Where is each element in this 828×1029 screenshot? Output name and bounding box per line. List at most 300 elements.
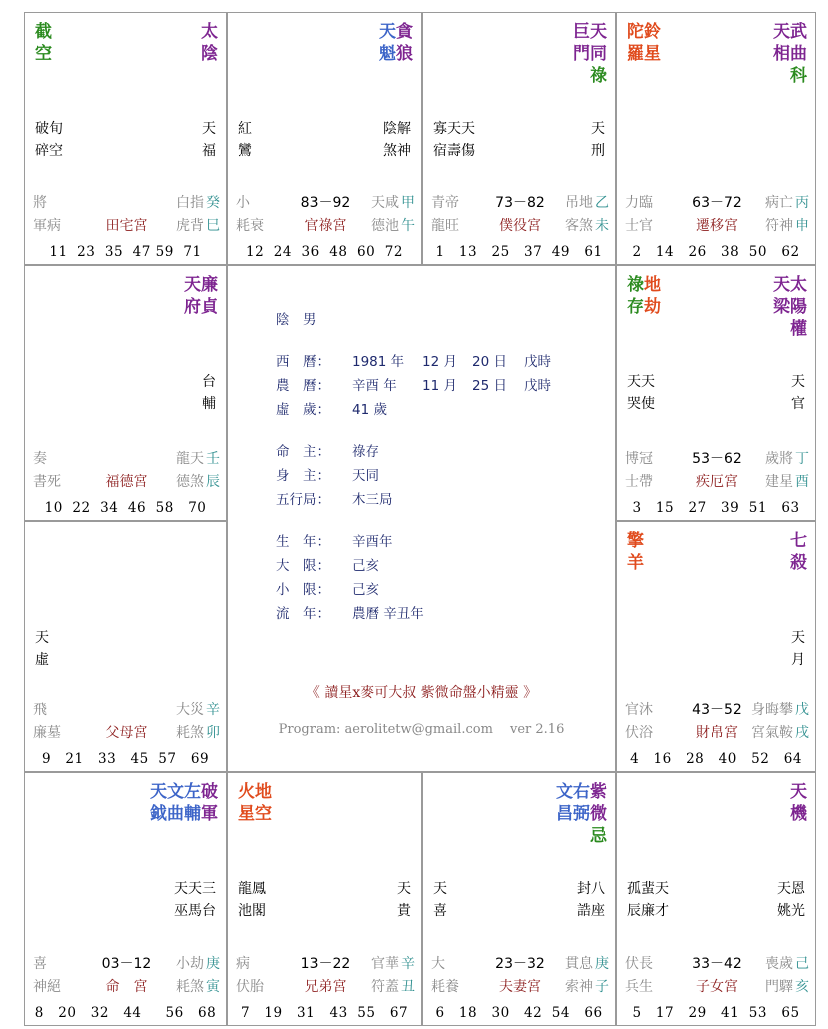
- xiaoxian-ages: 8 20 32 44 56 68: [34, 1005, 217, 1021]
- suiqian-stars: 龍天: [176, 451, 204, 467]
- palace-info-row-1: [236, 953, 415, 976]
- palace-name: 子女宮: [696, 979, 738, 995]
- palace-info-row-1: [625, 448, 809, 471]
- earthly-branch: 亥: [795, 979, 809, 995]
- changsheng-stars: 官沐: [625, 702, 653, 718]
- solar-day: 20 日: [472, 354, 507, 370]
- jiangqian-stars: 符蓋: [371, 979, 399, 995]
- star-char: 空: [35, 44, 52, 64]
- star-char: 府: [184, 297, 201, 317]
- palace-info: [625, 192, 809, 238]
- program-credit: Program: aerolitetw@gmail.com ver 2.16: [278, 722, 565, 737]
- minor-stars-left: [627, 371, 655, 415]
- star-char: 輔: [184, 804, 201, 824]
- minor-star-line: 福: [202, 143, 216, 159]
- star-char: 左: [184, 782, 201, 802]
- birth-label: 生 年：: [276, 534, 330, 550]
- star-column: [590, 781, 607, 825]
- minor-stars-right: [777, 878, 805, 922]
- palace-shen: [616, 12, 816, 265]
- palace-si: [24, 12, 227, 265]
- star-column: [573, 21, 590, 65]
- palace-xu: [616, 521, 816, 772]
- boshi-stars: 士官: [625, 218, 653, 234]
- changsheng-stars: 喜: [33, 956, 47, 972]
- changsheng-stars: 青帝: [431, 195, 459, 211]
- liunian-label: 流 年：: [276, 606, 330, 622]
- palace-info: [33, 953, 220, 999]
- palace-wu: [227, 12, 422, 265]
- daxian-range: 43－52: [692, 702, 742, 718]
- star-column: [556, 781, 573, 825]
- palace-name: 父母宮: [105, 725, 148, 741]
- xiaoxian-label: 小 限：: [276, 582, 330, 598]
- star-columns: [773, 21, 807, 65]
- palace-info-row-1: [33, 699, 220, 722]
- palace-info-row-2: [625, 722, 809, 745]
- palace-name: 田宅宮: [105, 218, 148, 234]
- star-char: 天: [773, 275, 790, 295]
- minor-star-line: 喜: [433, 903, 447, 919]
- star-char: 文: [167, 782, 184, 802]
- star-column: [790, 781, 807, 825]
- palace-name: 疾厄宮: [696, 474, 738, 490]
- star-column: [238, 781, 255, 825]
- star-char: 星: [238, 804, 255, 824]
- heavenly-stem: 辛: [206, 702, 220, 718]
- palace-info-row-1: [236, 192, 415, 215]
- jiangqian-stars: 虎背: [176, 218, 204, 234]
- star-columns: [790, 530, 807, 574]
- palace-info: [625, 953, 809, 999]
- app-title: 《 讀星x麥可大叔 紫微命盤小精靈 》: [305, 685, 538, 701]
- star-char: 天: [590, 22, 607, 42]
- palace-info-row-1: [33, 192, 220, 215]
- minor-star-line: 破旬: [35, 121, 63, 137]
- heavenly-stem: 丁: [795, 451, 809, 467]
- changsheng-stars: 奏: [33, 451, 47, 467]
- boshi-stars: 軍病: [33, 218, 61, 234]
- star-column: [627, 21, 644, 65]
- star-char: 魁: [379, 44, 396, 64]
- changsheng-stars: 病: [236, 956, 250, 972]
- minor-stars-left: [35, 118, 63, 162]
- minor-stars-right: [397, 878, 411, 922]
- palace-you: [616, 265, 816, 521]
- star-column: [201, 21, 218, 65]
- star-char: 擎: [627, 531, 644, 551]
- jiangqian-stars: 德煞: [176, 474, 204, 490]
- star-columns: [150, 781, 218, 825]
- palace-info: [625, 699, 809, 745]
- minor-star-line: 天: [791, 630, 805, 646]
- palace-info-row-2: [431, 976, 609, 999]
- star-column: [644, 274, 661, 318]
- lunar-hour: 戊時: [524, 378, 551, 394]
- suiqian-stars: 白指: [176, 195, 204, 211]
- boshi-stars: 書死: [33, 474, 61, 490]
- minor-star-line: 龍鳳: [238, 881, 266, 897]
- star-char: 空: [255, 804, 272, 824]
- star-column: [790, 21, 807, 65]
- jiangqian-stars: 符神: [765, 218, 793, 234]
- minor-stars-right: [202, 371, 216, 415]
- star-char: 天: [379, 22, 396, 42]
- palace-info-row-1: [625, 699, 809, 722]
- major-stars-right: [773, 274, 807, 340]
- heavenly-stem: 甲: [401, 195, 415, 211]
- major-stars-right: [150, 781, 218, 825]
- daxian-value: 己亥: [352, 558, 379, 574]
- star-column: [35, 21, 52, 65]
- minor-star-line: 虛: [35, 652, 49, 668]
- changsheng-stars: 小: [236, 195, 250, 211]
- major-stars-left: [35, 21, 52, 65]
- star-char: 昌: [556, 804, 573, 824]
- heavenly-stem: 戊: [795, 702, 809, 718]
- minor-star-line: 宿壽傷: [433, 143, 475, 159]
- changsheng-stars: 將: [33, 195, 47, 211]
- minor-star-line: 天: [397, 881, 411, 897]
- xiaoxian-ages: 1 13 25 37 49 61: [435, 244, 603, 260]
- major-stars-right: [790, 781, 807, 825]
- major-stars-left: [627, 21, 661, 65]
- minor-star-line: 辰廉才: [627, 903, 669, 919]
- star-column: [201, 781, 218, 825]
- earthly-branch: 子: [595, 979, 609, 995]
- minor-stars-right: [202, 118, 216, 162]
- minor-star-line: 哭使: [627, 396, 655, 412]
- palace-info-row-2: [236, 976, 415, 999]
- minor-star-line: 封八: [577, 881, 605, 897]
- palace-name: 兄弟宮: [304, 979, 347, 995]
- wuxing-label: 五行局：: [276, 492, 330, 508]
- star-char: 羊: [627, 553, 644, 573]
- daxian-range: 23－32: [495, 956, 545, 972]
- palace-name: 福德宮: [105, 474, 148, 490]
- minor-stars-right: [591, 118, 605, 162]
- lunar-day: 25 日: [472, 378, 507, 394]
- xiaoxian-ages: 6 18 30 42 54 66: [435, 1005, 603, 1021]
- star-column: [396, 21, 413, 65]
- minor-star-line: 煞神: [383, 143, 411, 159]
- palace-name: 命 宮: [105, 979, 148, 995]
- xiaoxian-ages: 9 21 33 45 57 69: [41, 751, 210, 767]
- jiangqian-stars: 索神: [565, 979, 593, 995]
- jiangqian-stars: 耗煞: [176, 979, 204, 995]
- changsheng-stars: 博冠: [625, 451, 653, 467]
- star-char: 破: [201, 782, 218, 802]
- star-column: [184, 274, 201, 318]
- star-column: [627, 530, 644, 574]
- minor-stars-left: [433, 878, 447, 922]
- star-columns: [573, 21, 607, 65]
- minor-star-line: 天: [202, 121, 216, 137]
- minor-stars-right: [791, 627, 805, 671]
- transformation-mark: 權: [790, 319, 807, 339]
- star-char: 相: [773, 44, 790, 64]
- star-column: [255, 781, 272, 825]
- shen-label: 身 主：: [276, 468, 330, 484]
- palace-info-row-1: [33, 953, 220, 976]
- star-columns: [790, 781, 807, 825]
- minor-star-line: 台: [202, 374, 216, 390]
- star-char: 曲: [790, 44, 807, 64]
- palace-info: [236, 953, 415, 999]
- changsheng-stars: 力臨: [625, 195, 653, 211]
- xiaoxian-value: 己亥: [352, 582, 379, 598]
- minor-star-line: 碎空: [35, 143, 63, 159]
- jiangqian-stars: 宮氣鞍: [751, 725, 793, 741]
- star-char: 地: [644, 275, 661, 295]
- star-column: [379, 21, 396, 65]
- xiaoxian-ages: 4 16 28 40 52 64: [630, 751, 802, 767]
- palace-name: 財帛宮: [696, 725, 738, 741]
- star-column: [184, 781, 201, 825]
- minor-star-line: 天恩: [777, 881, 805, 897]
- star-char: 紫: [590, 782, 607, 802]
- xiaoxian-ages: 3 15 27 39 51 63: [632, 500, 800, 516]
- minor-stars-left: [35, 627, 49, 671]
- star-char: 機: [790, 804, 807, 824]
- boshi-stars: 耗衰: [236, 218, 264, 234]
- palace-info-row-2: [33, 976, 220, 999]
- star-columns: [201, 21, 218, 65]
- ming-label: 命 主：: [276, 444, 330, 460]
- star-column: [773, 21, 790, 65]
- minor-star-line: 天: [791, 374, 805, 390]
- palace-info-row-1: [431, 953, 609, 976]
- age-label: 虛 歲：: [276, 402, 330, 418]
- star-columns: [556, 781, 607, 825]
- star-column: [627, 274, 644, 318]
- suiqian-stars: 病亡: [765, 195, 793, 211]
- earthly-branch: 巳: [206, 218, 220, 234]
- palace-info: [33, 192, 220, 238]
- minor-star-line: 巫馬台: [174, 903, 216, 919]
- palace-info: [625, 448, 809, 494]
- palace-info-row-1: [625, 953, 809, 976]
- palace-info-row-1: [33, 448, 220, 471]
- palace-zi: [422, 772, 616, 1026]
- minor-star-line: 天: [591, 121, 605, 137]
- palace-hai: [616, 772, 816, 1026]
- transformation-mark: 忌: [590, 826, 607, 846]
- major-stars-right: [573, 21, 607, 87]
- palace-info: [33, 448, 220, 494]
- major-stars-right: [556, 781, 607, 847]
- star-column: [201, 274, 218, 318]
- star-char: 太: [201, 22, 218, 42]
- palace-info: [236, 192, 415, 238]
- star-char: 存: [627, 297, 644, 317]
- major-stars-right: [773, 21, 807, 87]
- star-char: 七: [790, 531, 807, 551]
- changsheng-stars: 飛: [33, 702, 47, 718]
- minor-stars-right: [383, 118, 411, 162]
- heavenly-stem: 壬: [206, 451, 220, 467]
- star-column: [644, 21, 661, 65]
- star-char: 同: [590, 44, 607, 64]
- heavenly-stem: 庚: [206, 956, 220, 972]
- xiaoxian-ages: 12 24 36 48 60 72: [246, 244, 403, 260]
- boshi-stars: 神絕: [33, 979, 61, 995]
- suiqian-stars: 官華: [371, 956, 399, 972]
- minor-star-line: 紅: [238, 121, 252, 137]
- star-char: 武: [790, 22, 807, 42]
- minor-star-line: 鸞: [238, 143, 252, 159]
- boshi-stars: 耗養: [431, 979, 459, 995]
- star-char: 祿: [627, 275, 644, 295]
- major-stars-right: [790, 530, 807, 574]
- earthly-branch: 酉: [795, 474, 809, 490]
- minor-stars-left: [627, 878, 669, 922]
- minor-star-line: 孤蜚天: [627, 881, 669, 897]
- star-char: 微: [590, 804, 607, 824]
- changsheng-stars: 伏長: [625, 956, 653, 972]
- heavenly-stem: 己: [795, 956, 809, 972]
- palace-info-row-2: [431, 215, 609, 238]
- liunian-value: 農曆 辛丑年: [352, 606, 424, 622]
- age-value: 41 歲: [352, 402, 387, 418]
- star-columns: [773, 274, 807, 318]
- boshi-stars: 伏浴: [625, 725, 653, 741]
- star-char: 殺: [790, 553, 807, 573]
- star-char: 截: [35, 22, 52, 42]
- palace-name: 官祿宮: [304, 218, 347, 234]
- jiangqian-stars: 建星: [765, 474, 793, 490]
- xiaoxian-ages: 7 19 31 43 55 67: [240, 1005, 409, 1021]
- star-char: 天: [790, 782, 807, 802]
- earthly-branch: 申: [795, 218, 809, 234]
- palace-info: [431, 953, 609, 999]
- minor-star-line: 天天: [627, 374, 655, 390]
- star-column: [590, 21, 607, 65]
- minor-stars-left: [433, 118, 475, 162]
- solar-label: 西 曆：: [276, 354, 330, 370]
- earthly-branch: 未: [595, 218, 609, 234]
- solar-month: 12 月: [422, 354, 457, 370]
- suiqian-stars: 小劫: [176, 956, 204, 972]
- suiqian-stars: 天咸: [371, 195, 399, 211]
- minor-stars-right: [791, 371, 805, 415]
- star-char: 天: [184, 275, 201, 295]
- star-char: 巨: [573, 22, 590, 42]
- star-char: 天: [773, 22, 790, 42]
- star-char: 天: [150, 782, 167, 802]
- solar-hour: 戊時: [524, 354, 551, 370]
- xiaoxian-ages: 11 23 35 47 59 71: [49, 244, 202, 260]
- palace-name: 僕役宮: [499, 218, 541, 234]
- daxian-range: 13－22: [300, 956, 351, 972]
- star-char: 右: [573, 782, 590, 802]
- star-char: 梁: [773, 297, 790, 317]
- star-char: 鈴: [644, 22, 661, 42]
- heavenly-stem: 癸: [206, 195, 220, 211]
- star-char: 文: [556, 782, 573, 802]
- minor-star-line: 天: [35, 630, 49, 646]
- solar-year: 1981 年: [352, 354, 405, 370]
- center-info-panel: [227, 265, 616, 772]
- minor-star-line: 姚光: [777, 903, 805, 919]
- daxian-range: 83－92: [300, 195, 351, 211]
- boshi-stars: 伏胎: [236, 979, 264, 995]
- star-char: 火: [238, 782, 255, 802]
- palace-info: [431, 192, 609, 238]
- star-char: 星: [644, 44, 661, 64]
- xiaoxian-ages: 10 22 34 46 58 70: [44, 500, 207, 516]
- star-char: 地: [255, 782, 272, 802]
- star-char: 陀: [627, 22, 644, 42]
- minor-star-line: 月: [791, 652, 805, 668]
- star-char: 弼: [573, 804, 590, 824]
- earthly-branch: 寅: [206, 979, 220, 995]
- palace-info-row-1: [625, 192, 809, 215]
- changsheng-stars: 大: [431, 956, 445, 972]
- earthly-branch: 午: [401, 218, 415, 234]
- ziwei-chart-board: [24, 12, 816, 1026]
- daxian-range: 73－82: [495, 195, 545, 211]
- minor-stars-left: [238, 878, 266, 922]
- major-stars-left: [238, 781, 272, 825]
- star-char: 陽: [790, 297, 807, 317]
- ming-value: 祿存: [352, 444, 379, 460]
- major-stars-left: [627, 530, 644, 574]
- star-char: 曲: [167, 804, 184, 824]
- gender-value: 陰 男: [276, 312, 317, 328]
- earthly-branch: 卯: [206, 725, 220, 741]
- star-char: 羅: [627, 44, 644, 64]
- minor-star-line: 陰解: [383, 121, 411, 137]
- star-columns: [184, 274, 218, 318]
- star-char: 狼: [396, 44, 413, 64]
- boshi-stars: 龍旺: [431, 218, 459, 234]
- palace-info-row-2: [625, 215, 809, 238]
- minor-star-line: 誥座: [577, 903, 605, 919]
- xiaoxian-ages: 2 14 26 38 50 62: [632, 244, 800, 260]
- star-char: 貪: [396, 22, 413, 42]
- suiqian-stars: 貫息: [565, 956, 593, 972]
- minor-star-line: 輔: [202, 396, 216, 412]
- palace-chou: [227, 772, 422, 1026]
- minor-star-line: 池閣: [238, 903, 266, 919]
- jiangqian-stars: 德池: [371, 218, 399, 234]
- palace-yin: [24, 772, 227, 1026]
- star-char: 廉: [201, 275, 218, 295]
- star-column: [790, 530, 807, 574]
- earthly-branch: 辰: [206, 474, 220, 490]
- minor-stars-left: [238, 118, 252, 162]
- palace-info-row-2: [33, 471, 220, 494]
- star-char: 門: [573, 44, 590, 64]
- star-column: [773, 274, 790, 318]
- suiqian-stars: 喪歲: [765, 956, 793, 972]
- heavenly-stem: 庚: [595, 956, 609, 972]
- palace-info-row-2: [625, 471, 809, 494]
- minor-star-line: 寡天天: [433, 121, 475, 137]
- birth-value: 辛酉年: [352, 534, 393, 550]
- earthly-branch: 戌: [795, 725, 809, 741]
- star-char: 鉞: [150, 804, 167, 824]
- lunar-month: 11 月: [422, 378, 457, 394]
- star-char: 貞: [201, 297, 218, 317]
- star-column: [150, 781, 167, 825]
- palace-info-row-1: [431, 192, 609, 215]
- daxian-range: 53－62: [692, 451, 742, 467]
- minor-star-line: 刑: [591, 143, 605, 159]
- palace-info-row-2: [33, 215, 220, 238]
- minor-star-line: 貴: [397, 903, 411, 919]
